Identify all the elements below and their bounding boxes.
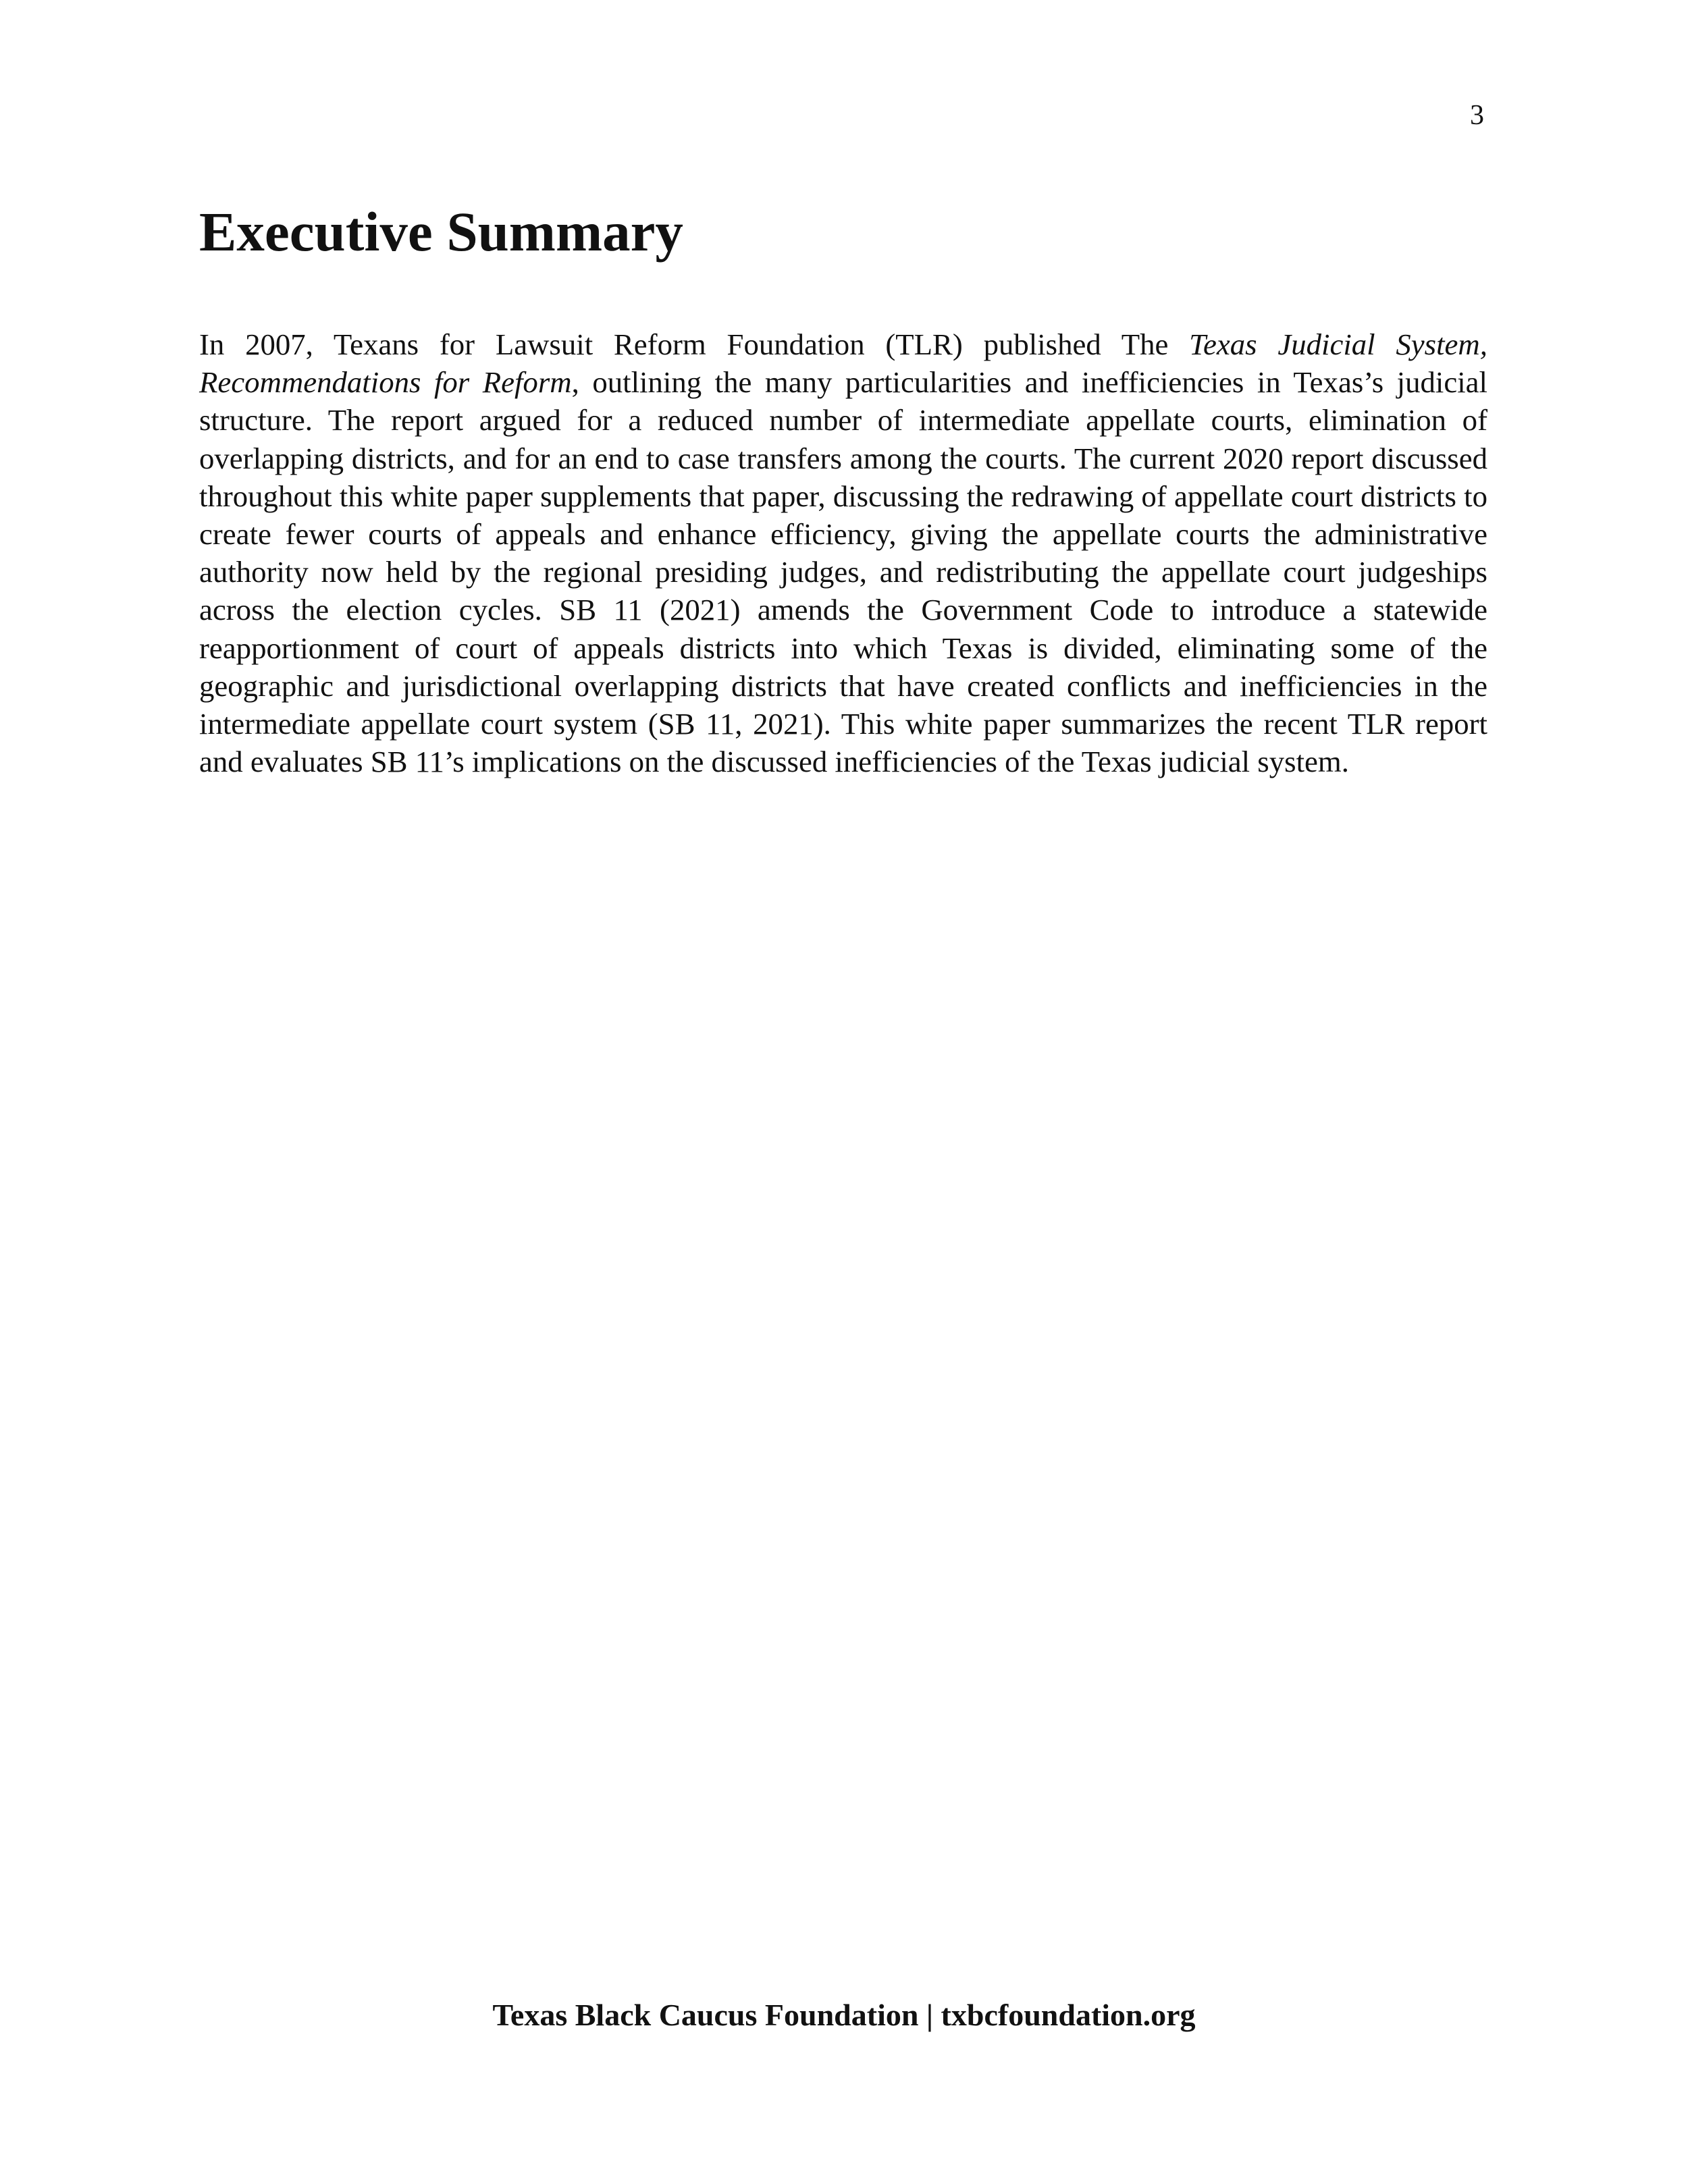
executive-summary-paragraph (199, 325, 1487, 780)
page-title: Executive Summary (199, 201, 683, 263)
report-title-italic: Texas Judicial System, Recommendations for Reform (199, 327, 1487, 400)
summary-text-part-1: In 2007, Texans for Lawsuit Reform Foundation (TLR) published The (199, 327, 1190, 361)
page-footer: Texas Black Caucus Foundation | txbcfoundation.org (492, 1998, 1196, 2032)
summary-text-part-2: , outlining the many particularities and inefficiencies in Texas’s judicial structure. The report argued for a reduced number of intermediate appellate courts, elimination of overlapping districts, and for an end to case transfers among the courts. The current 2020 report discussed throughout this white paper supplements that paper, discussing the redrawing of appellate court districts to create fewer courts of appeals and enhance efficiency, giving the appellate courts the administrative authority now held by the regional presiding judges, and redistributing the appellate court judgeships across the election cycles. SB 11 (2021) amends the Government Code to introduce a statewide reapportionment of court of appeals districts into which Texas is divided, eliminating some of the geographic and jurisdictional overlapping districts that have created conflicts and inefficiencies in the intermediate appellate court system (SB 11, 2021). This white paper summarizes the recent TLR report and evaluates SB 11’s implications on the discussed inefficiencies of the Texas judicial system. (199, 365, 1487, 779)
page-number: 3 (1470, 100, 1484, 131)
